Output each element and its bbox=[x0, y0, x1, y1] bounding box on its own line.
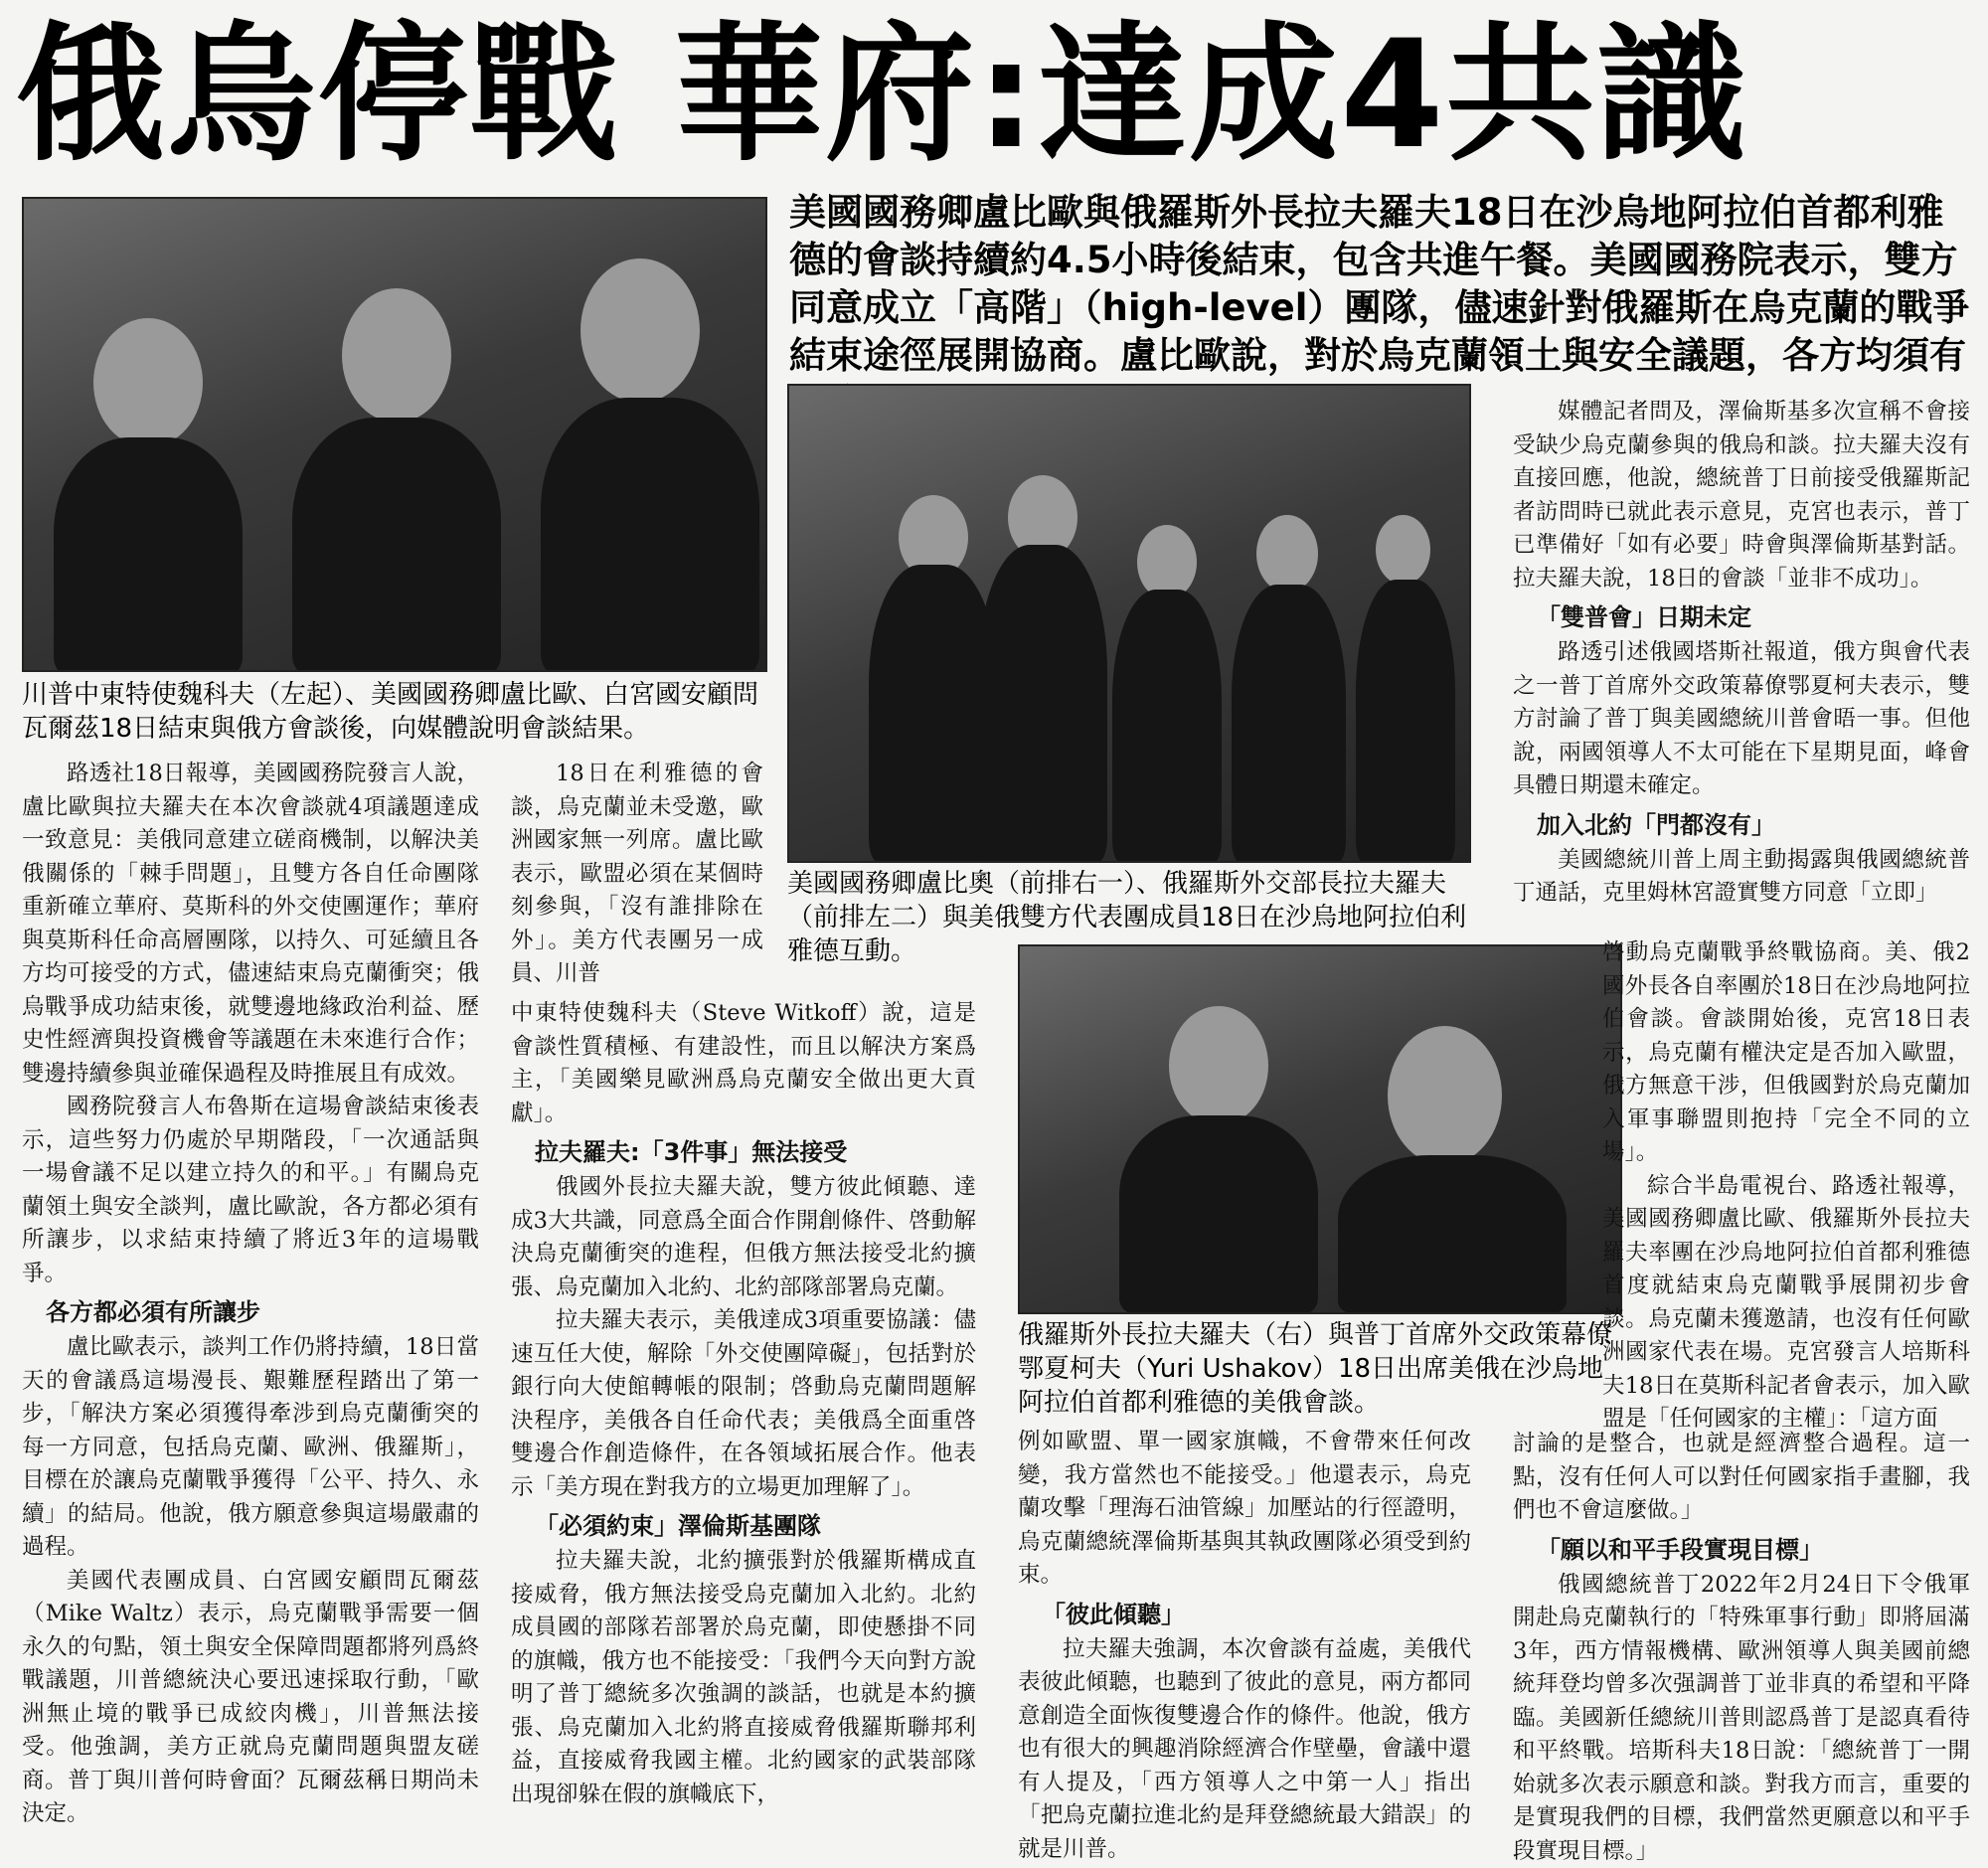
paragraph: 國務院發言人布魯斯在這場會談結束後表示，這些努力仍處於早期階段，「一次通話與一場會議不足以建立持久的和平。」有關烏克蘭領土與安全談判，盧比歐說，各方都必須有所讓步，以求結束持續了將近3年的這場戰爭。 bbox=[22, 1091, 479, 1290]
paragraph: 啓動烏克蘭戰爭終戰協商。美、俄2國外長各自率團於18日在沙烏地阿拉伯會談。會談開始後，克宮18日表示，烏克蘭有權決定是否加入歐盟，俄方無意干涉，但俄國對於烏克蘭加入軍事聯盟則抱持「完全不同的立場」。 bbox=[1602, 936, 1970, 1170]
paragraph: 媒體記者問及，澤倫斯基多次宣稱不會接受缺少烏克蘭參與的俄烏和談。拉夫羅夫沒有直接回應，他說，總統普丁日前接受俄羅斯記者訪問時已就此表示意見，克宮也表示，普丁已準備好「如有必要」時會與澤倫斯基對話。拉夫羅夫說，18日的會談「並非不成功」。 bbox=[1513, 396, 1970, 595]
paragraph: 拉夫羅夫表示，美俄達成3項重要協議：儘速互任大使，解除「外交使團障礙」，包括對於銀行向大使館轉帳的限制；啓動烏克蘭問題解決程序，美俄各自任命代表；美俄爲全面重啓雙邊合作創造條件，在各領域拓展合作。他表示「美方現在對我方的立場更加理解了」。 bbox=[511, 1304, 976, 1504]
paragraph: 俄國總統普丁2022年2月24日下令俄軍開赴烏克蘭執行的「特殊軍事行動」即將屆滿3年，西方情報機構、歐洲領導人與美國前總統拜登均曾多次强調普丁並非真的希望和平降臨。美國新任總統川普則認爲普丁是認真看待和平終戰。培斯科夫18日說：「總統普丁一開始就多次表示願意和談。對我方而言，重要的是實現我們的目標，我們當然更願意以和平手段實現目標。」 bbox=[1513, 1569, 1970, 1868]
paragraph: 討論的是整合，也就是經濟整合過程。這一點，沒有任何人可以對任何國家指手畫腳，我們也不會這麼做。」 bbox=[1513, 1428, 1970, 1528]
headline: 俄烏停戰 華府:達成4共識 bbox=[16, 8, 1974, 183]
lede-summary: 美國國務卿盧比歐與俄羅斯外長拉夫羅夫18日在沙烏地阿拉伯首都利雅德的會談持續約4.5小時後結束，包含共進午餐。美國國務院表示，雙方同意成立「高階」（high-level）團隊，儘速針對俄羅斯在烏克蘭的戰爭結束途徑展開協商。盧比歐說，對於烏克蘭領土與安全議題，各方均須有 bbox=[789, 189, 1978, 427]
subheading: 各方都必須有所讓步 bbox=[22, 1296, 479, 1329]
photo-us-delegation bbox=[22, 197, 767, 672]
paragraph: 俄國外長拉夫羅夫說，雙方彼此傾聽、達成3大共識，同意爲全面合作開創條件、啓動解決烏克蘭衝突的進程，但俄方無法接受北約擴張、烏克蘭加入北約、北約部隊部署烏克蘭。 bbox=[511, 1171, 976, 1304]
subheading: 「彼此傾聽」 bbox=[1018, 1599, 1471, 1631]
article-column-2 bbox=[511, 997, 976, 1811]
subheading: 「必須約束」澤倫斯基團隊 bbox=[511, 1510, 976, 1543]
photo-lavrov-ushakov bbox=[1018, 944, 1622, 1314]
paragraph: 中東特使魏科夫（Steve Witkoff）說，這是會談性質積極、有建設性，而且以解決方案爲主，「美國樂見歐洲爲烏克蘭安全做出更大貢獻」。 bbox=[511, 997, 976, 1130]
paragraph: 美國代表團成員、白宮國安顧問瓦爾茲（Mike Waltz）表示，烏克蘭戰爭需要一個永久的句點，領土與安全保障問題都將列爲終戰議題，川普總統決心要迅速採取行動，「歐洲無止境的戰爭已成絞肉機」，川普無法接受。他強調，美方正就烏克蘭問題與盟友磋商。普丁與川普何時會面？瓦爾茲稱日期尚未決定。 bbox=[22, 1565, 479, 1831]
paragraph: 拉夫羅夫說，北約擴張對於俄羅斯構成直接威脅，俄方無法接受烏克蘭加入北約。北約成員國的部隊若部署於烏克蘭，即使懸掛不同的旗幟，俄方也不能接受：「我們今天向對方說明了普丁總統多次強調的談話，也就是本約擴張、烏克蘭加入北約將直接威脅俄羅斯聯邦利益，直接威脅我國主權。北約國家的武裝部隊出現卻躲在假的旗幟底下， bbox=[511, 1545, 976, 1811]
paragraph: 美國總統川普上周主動揭露與俄國總統普丁通話，克里姆林宮證實雙方同意「立即」 bbox=[1513, 844, 1970, 911]
subheading: 加入北約「門都沒有」 bbox=[1513, 809, 1970, 842]
article-column-1 bbox=[22, 758, 479, 1831]
paragraph: 盧比歐表示，談判工作仍將持續，18日當天的會議爲這場漫長、艱難歷程踏出了第一步，「解決方案必須獲得牽涉到烏克蘭衝突的每一方同意，包括烏克蘭、歐洲、俄羅斯」，目標在於讓烏克蘭戰爭獲得「公平、持久、永續」的結局。他說，俄方願意參與這場嚴肅的過程。 bbox=[22, 1331, 479, 1565]
article-column-3 bbox=[1018, 1426, 1471, 1866]
paragraph: 綜合半島電視台、路透社報導，美國國務卿盧比歐、俄羅斯外長拉夫羅夫率團在沙烏地阿拉伯首都利雅德首度就結束烏克蘭戰爭展開初步會談。烏克蘭未獲邀請，也沒有任何歐洲國家代表在場。克宮發言人培斯科夫18日在莫斯科記者會表示，加入歐盟是「任何國家的主權」：「這方面 bbox=[1602, 1170, 1970, 1437]
photo1-caption: 川普中東特使魏科夫（左起）、美國國務卿盧比歐、白宮國安顧問瓦爾茲18日結束與俄方會談後，向媒體說明會談結果。 bbox=[22, 678, 763, 746]
paragraph: 路透引述俄國塔斯社報道，俄方與會代表之一普丁首席外交政策幕僚鄂夏柯夫表示，雙方討論了普丁與美國總統川普會晤一事。但他說，兩國領導人不太可能在下星期見面，峰會具體日期還未確定。 bbox=[1513, 636, 1970, 803]
article-column-2-top bbox=[511, 758, 763, 991]
paragraph: 18日在利雅德的會談，烏克蘭並未受邀，歐洲國家無一列席。盧比歐表示，歐盟必須在某個時刻參與，「沒有誰排除在外」。美方代表團另一成員、川普 bbox=[511, 758, 763, 991]
paragraph: 路透社18日報導，美國國務院發言人說，盧比歐與拉夫羅夫在本次會談就4項議題達成一致意見：美俄同意建立磋商機制，以解決美俄關係的「棘手問題」，且雙方各自任命團隊重新確立華府、莫斯科的外交使團運作；華府與莫斯科任命高層團隊，以持久、可延續且各方均可接受的方式，儘速結束烏克蘭衝突；俄烏戰爭成功結束後，就雙邊地緣政治利益、歷史性經濟與投資機會等議題在未來進行合作；雙邊持續參與並確保過程及時推展且有成效。 bbox=[22, 758, 479, 1091]
subheading: 「願以和平手段實現目標」 bbox=[1513, 1534, 1970, 1567]
paragraph: 拉夫羅夫強調，本次會談有益處，美俄代表彼此傾聽，也聽到了彼此的意見，兩方都同意創造全面恢復雙邊合作的條件。他說，俄方也有很大的興趣消除經濟合作壁壘，會議中還有人提及，「西方領導人之中第一人」指出「把烏克蘭拉進北約是拜登總統最大錯誤」的就是川普。 bbox=[1018, 1633, 1471, 1867]
paragraph: 例如歐盟、單一國家旗幟，不會帶來任何改變，我方當然也不能接受。」他還表示，烏克蘭攻擊「理海石油管線」加壓站的行徑證明，烏克蘭總統澤倫斯基與其執政團隊必須受到約束。 bbox=[1018, 1426, 1471, 1593]
article-column-4-bottom bbox=[1513, 1428, 1970, 1868]
article-column-4-narrow bbox=[1602, 936, 1970, 1437]
photo-delegations-interacting bbox=[787, 384, 1471, 863]
article-column-4-top bbox=[1513, 396, 1970, 911]
photo3-caption: 俄羅斯外長拉夫羅夫（右）與普丁首席外交政策幕僚鄂夏柯夫（Yuri Ushakov）18日出席美俄在沙烏地阿拉伯首都利雅德的美俄會談。 bbox=[1018, 1318, 1618, 1420]
photo2-caption: 美國國務卿盧比奧（前排右一）、俄羅斯外交部長拉夫羅夫（前排左二）與美俄雙方代表團成員18日在沙烏地阿拉伯利雅德互動。 bbox=[787, 867, 1467, 968]
subheading: 拉夫羅夫:「3件事」無法接受 bbox=[511, 1136, 976, 1169]
subheading: 「雙普會」日期未定 bbox=[1513, 601, 1970, 634]
